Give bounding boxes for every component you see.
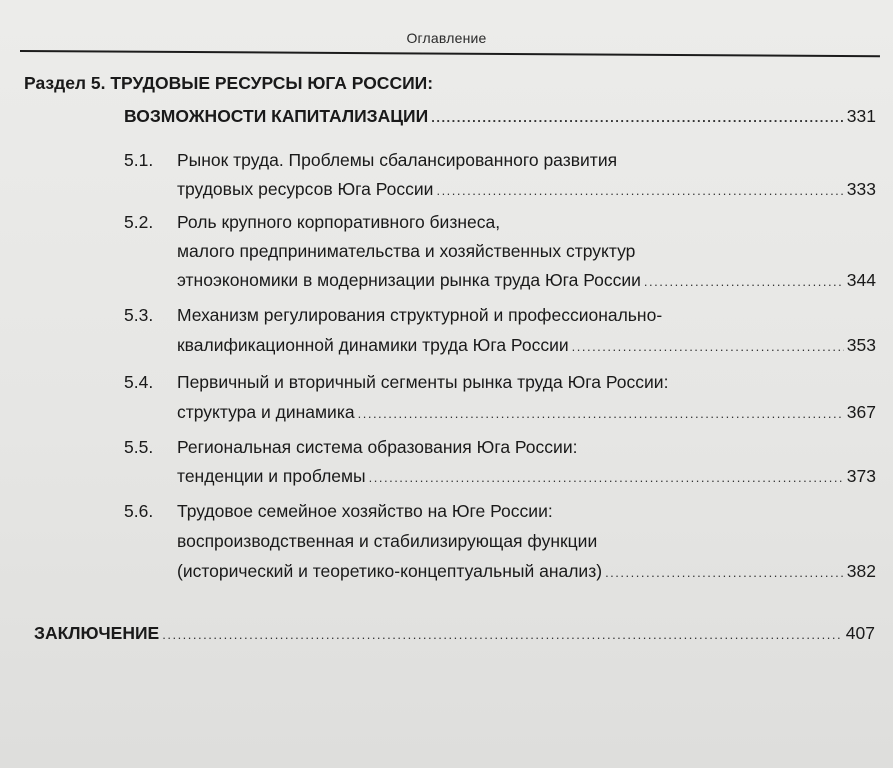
entry-line bbox=[177, 240, 635, 262]
entry-number: 5.4. bbox=[124, 372, 154, 392]
entry-page-number: 344 bbox=[846, 270, 876, 290]
entry-number: 5.5. bbox=[124, 437, 154, 457]
section-title-line2 bbox=[124, 105, 876, 129]
entry-line bbox=[177, 149, 617, 171]
entry-text: Трудовое семейное хозяйство на Юге России: bbox=[177, 501, 553, 521]
entry-text: квалификационной динамики труда Юга России bbox=[177, 335, 569, 355]
entry-number: 5.1. bbox=[124, 150, 154, 170]
entry-line bbox=[177, 436, 577, 458]
section-title-text-2: ВОЗМОЖНОСТИ КАПИТАЛИЗАЦИИ bbox=[124, 106, 429, 126]
entry-line-last bbox=[177, 334, 876, 358]
entry-text: трудовых ресурсов Юга России bbox=[177, 179, 434, 199]
entry-page-number: 333 bbox=[846, 179, 876, 199]
dot-leader bbox=[162, 624, 843, 646]
entry-text: (исторический и теоретико-концептуальный анализ) bbox=[177, 561, 603, 581]
entry-page-number: 382 bbox=[846, 561, 876, 581]
entry-number: 5.2. bbox=[124, 212, 154, 232]
entry-text: Региональная система образования Юга России: bbox=[177, 437, 578, 457]
dot-leader bbox=[436, 180, 843, 202]
dot-leader bbox=[369, 467, 844, 489]
entry-line bbox=[177, 530, 597, 552]
conclusion-page-number: 407 bbox=[845, 623, 875, 643]
section-page-number: 331 bbox=[846, 106, 876, 126]
entry-line bbox=[177, 211, 500, 233]
dot-leader bbox=[358, 403, 844, 425]
entry-page-number: 373 bbox=[846, 466, 876, 486]
entry-text: тенденции и проблемы bbox=[177, 466, 366, 486]
entry-line-last bbox=[177, 465, 876, 489]
conclusion-line bbox=[34, 622, 875, 646]
entry-number: 5.3. bbox=[124, 305, 154, 325]
entry-line bbox=[177, 500, 553, 522]
dot-leader bbox=[605, 562, 844, 584]
section-title-line1 bbox=[24, 72, 433, 94]
dot-leader bbox=[644, 271, 844, 293]
entry-line-last bbox=[177, 560, 876, 584]
entry-text: воспроизводственная и стабилизирующая функции bbox=[177, 531, 598, 551]
entry-number: 5.6. bbox=[124, 501, 154, 521]
entry-text: малого предпринимательства и хозяйственных структур bbox=[177, 241, 636, 261]
entry-line bbox=[177, 371, 668, 393]
entry-text: Роль крупного корпоративного бизнеса, bbox=[177, 212, 501, 232]
entry-text: Рынок труда. Проблемы сбалансированного развития bbox=[177, 150, 618, 170]
entry-page-number: 353 bbox=[846, 335, 876, 355]
dot-leader bbox=[572, 336, 844, 358]
entry-text: Механизм регулирования структурной и профессионально- bbox=[177, 305, 663, 325]
entry-line bbox=[177, 304, 662, 326]
section-title-text-1: Раздел 5. ТРУДОВЫЕ РЕСУРСЫ ЮГА РОССИИ: bbox=[24, 73, 434, 93]
entry-line-last bbox=[177, 401, 876, 425]
entry-page-number: 367 bbox=[846, 402, 876, 422]
entry-text: Первичный и вторичный сегменты рынка труда Юга России: bbox=[177, 372, 669, 392]
entry-line-last bbox=[177, 178, 876, 202]
conclusion-title: ЗАКЛЮЧЕНИЕ bbox=[34, 623, 160, 643]
entry-line-last bbox=[177, 269, 876, 293]
entry-text: этноэкономики в модернизации рынка труда Юга России bbox=[177, 270, 641, 290]
page-header-title: Оглавление bbox=[406, 30, 487, 46]
dot-leader bbox=[431, 107, 844, 129]
entry-text: структура и динамика bbox=[177, 402, 355, 422]
